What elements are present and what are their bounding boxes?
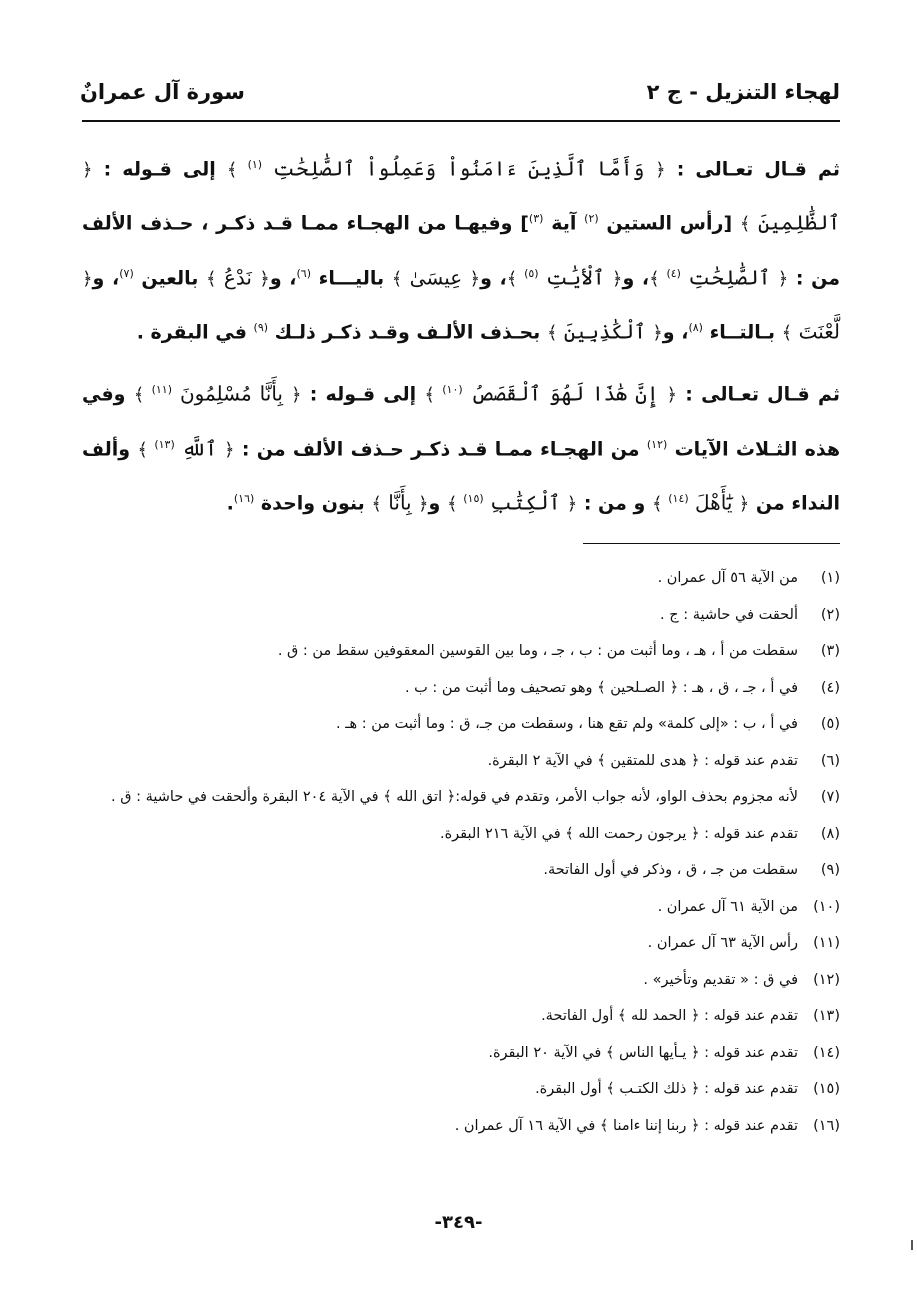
footnote-text: سقطت من أ ، هـ ، وما أثبت من : ب ، جـ ، وما بين القوسين المعقوفين سقط من : ق . (277, 643, 798, 659)
footnote-number: (١٤) (813, 1044, 840, 1061)
text-run: و من : (577, 492, 652, 515)
running-header (80, 70, 840, 114)
footnote-ref: (١٦) (233, 491, 255, 505)
footnote-ref: (١٥) (463, 491, 484, 505)
footnote-number: (٨) (820, 825, 840, 842)
footnote-text: سقطت من جـ ، ق ، وذكر في أول الفاتحة. (543, 862, 798, 878)
quran-quote: بِأَنَّا مُسْلِمُونَ (172, 381, 291, 406)
ornate-bracket: ﴾ (133, 384, 152, 406)
footnote-ref: (٥) (524, 266, 539, 280)
footnote-number: (٧) (820, 789, 840, 805)
ornate-bracket: ﴿ (566, 493, 578, 515)
footnote-ref: (١٢) (646, 437, 668, 451)
footnote-text: تقدم عند قوله : ﴿ يرجون رحمت الله ﴾ في الآية ٢١٦ البقرة. (439, 825, 798, 842)
footnote-ref: (٢) (584, 212, 599, 226)
page-number: -٣٤٩- (434, 1212, 483, 1233)
ornate-bracket: ﴾ (446, 493, 464, 515)
footnote-ref: (١٤) (668, 491, 689, 505)
text-run: ] وفيهـا من الهجـاء ممـا قـد ذكـر ، حـذف الألف من : (82, 212, 841, 289)
footnote-text: من الآية ٥٦ آل عمران . (657, 570, 798, 586)
paragraph-2 (82, 365, 840, 528)
footnote-ref: (٤) (666, 266, 681, 280)
footnote-item (80, 779, 840, 816)
footnote-item (80, 597, 840, 634)
footnotes (80, 560, 840, 1144)
ornate-bracket: ﴾ (205, 267, 217, 289)
footnote-text: رأس الآية ٦٣ آل عمران . (647, 935, 798, 951)
text-run: بالعين (133, 266, 206, 289)
footnote-item (80, 889, 840, 926)
ornate-bracket: ﴾ (424, 384, 443, 406)
text-run: و (428, 492, 447, 515)
ornate-bracket: ﴿ (738, 493, 750, 515)
footnote-rule (583, 543, 840, 544)
footnote-number: (٣) (820, 643, 840, 659)
quran-quote: ٱللَّهِ (174, 435, 224, 460)
footnote-item (80, 852, 840, 889)
book-title: لهجاء التنزيل - ج ٢ (646, 80, 840, 104)
quran-quote: يَٰٓأَهْلَ (688, 490, 739, 515)
footnote-item (80, 633, 840, 670)
footnote-text: في أ ، ب : «إلى كلمة» ولم تقع هنا ، وسقطت من جـ، ق : وما أثبت من : هـ . (336, 716, 798, 732)
footnote-item (80, 816, 840, 853)
footnote-number: (١٠) (813, 898, 840, 915)
ornate-bracket: ﴿ (777, 267, 789, 289)
footnote-item (80, 706, 840, 743)
footnote-number: (٤) (820, 679, 840, 696)
ornate-bracket: ﴿ (611, 267, 623, 289)
ornate-bracket: ﴾ (371, 493, 382, 515)
ornate-bracket: ﴾ (651, 493, 669, 515)
text-run: ثم قـال تعـالى : (677, 383, 840, 406)
quran-quote: ٱلْأيَٰتِ (538, 264, 612, 289)
footnote-ref: (٨) (688, 320, 703, 334)
text-run: ، و (622, 266, 650, 289)
header-rule (82, 120, 840, 122)
ornate-bracket: ﴿ (82, 159, 93, 181)
quran-quote: لَّعْنَتَ (792, 319, 840, 344)
quran-quote: عِيسَىٰ (402, 264, 470, 289)
ornate-bracket: ﴾ (506, 267, 525, 289)
ornate-bracket: ﴿ (469, 267, 481, 289)
text-run: بـالتــاء (702, 321, 782, 344)
ornate-bracket: ﴿ (82, 267, 93, 289)
ornate-bracket: ﴾ (391, 267, 403, 289)
quran-quote: ٱلْكَٰذِبِينَ (557, 319, 653, 344)
footnote-number: (١١) (813, 935, 840, 951)
text-run: ثم قـال تعـالى : (665, 158, 840, 181)
text-run: ، و (480, 266, 507, 289)
quran-quote: ٱلصَّٰلِحَٰتِ (680, 264, 778, 289)
footnote-ref: (٧) (119, 266, 134, 280)
text-run: بحـذف الألـف وقـد ذكـر ذلـك (268, 321, 547, 344)
footnote-item (80, 560, 840, 597)
footnote-number: (٩) (820, 862, 840, 878)
ornate-bracket: ﴿ (224, 438, 235, 460)
ornate-bracket: ﴿ (259, 267, 270, 289)
footnote-item (80, 670, 840, 707)
footnote-text: في ق : « تقديم وتأخير» . (643, 971, 798, 988)
ornate-bracket: ﴾ (649, 267, 667, 289)
footnote-ref: (١٣) (154, 437, 175, 451)
footnote-text: تقدم عند قوله : ﴿ يـأيها الناس ﴾ في الآية ٢٠ البقرة. (488, 1044, 798, 1061)
footnote-item (80, 998, 840, 1035)
ornate-bracket: ﴿ (652, 322, 663, 344)
quran-quote: إِنَّ هَٰذَا لَهُوَ ٱلْقَصَصُ (462, 381, 667, 406)
footnote-text: تقدم عند قوله : ﴿ ذلك الكتـب ﴾ أول البقرة. (535, 1081, 798, 1097)
footnote-number: (١٣) (813, 1008, 840, 1024)
footnote-number: (١) (820, 570, 840, 586)
text-run: وفي هذه الثـلاث الآيات (82, 383, 840, 460)
text-run: . (226, 492, 234, 515)
text-run: ، و (269, 266, 297, 289)
footnote-number: (١٢) (813, 971, 840, 988)
ornate-bracket: ﴾ (226, 159, 248, 181)
text-run: باليـــاء (311, 266, 392, 289)
footnote-text: تقدم عند قوله : ﴿ الحمد لله ﴾ أول الفاتحة. (541, 1008, 798, 1024)
footnote-number: (٥) (820, 716, 840, 732)
footnote-ref: (١٠) (442, 383, 463, 397)
footnote-ref: (٩) (253, 320, 269, 334)
ornate-bracket: ﴿ (290, 384, 302, 406)
ornate-bracket: ﴾ (546, 322, 558, 344)
text-run: في البقرة . (136, 321, 254, 344)
ornate-bracket: ﴾ (137, 438, 155, 460)
footnote-item (80, 1035, 840, 1072)
footnote-text: من الآية ٦١ آل عمران . (657, 898, 798, 915)
ornate-bracket: ﴿ (655, 159, 666, 181)
footnote-item (80, 925, 840, 962)
text-run: إلى قـوله : (301, 383, 425, 406)
main-text (82, 140, 840, 536)
quran-quote: ٱلْكِتَٰبِ (483, 490, 567, 515)
footnote-number: (٢) (820, 606, 840, 623)
edge-mark (911, 1240, 913, 1250)
ornate-bracket: ﴿ (666, 384, 678, 406)
footnote-text: في أ ، جـ ، ق ، هـ : ﴿ الصـلحين ﴾ وهو تصحيف وما أثبت من : ب . (404, 679, 798, 696)
footnote-number: (٦) (820, 752, 840, 769)
text-run: آية (543, 212, 585, 235)
footnote-item (80, 743, 840, 780)
footnote-item (80, 962, 840, 999)
paragraph-1 (82, 140, 840, 357)
footnote-ref: (٣) (528, 212, 544, 226)
footnote-item (80, 1071, 840, 1108)
footnote-ref: (٦) (296, 266, 312, 280)
footnote-number: (١٥) (813, 1081, 840, 1097)
quran-quote: وَأَمَّا ٱلَّذِينَ ءَامَنُواْ وَعَمِلُواْ ٱلصَّٰلِحَٰتِ (262, 156, 656, 181)
footnote-ref: (١) (247, 158, 263, 171)
footnote-text: تقدم عند قوله : ﴿ هدى للمتقين ﴾ في الآية ٢ البقرة. (487, 752, 798, 769)
footnote-text: لأنه مجزوم بحذف الواو، لأنه جواب الأمر، وتقدم في قوله:﴿ اتق الله ﴾ في الآية ٢٠٤ البقرة وألحقت في حاشية : ق . (111, 789, 798, 805)
quran-quote: ٱلظَّٰلِمِينَ (750, 210, 840, 235)
footnote-item (80, 1108, 840, 1145)
text-run: إلى قـوله : (92, 158, 227, 181)
surah-title: سورة آل عمرانٌ (80, 80, 245, 104)
ornate-bracket: ﴾ (739, 213, 751, 235)
text-run: ، و (662, 321, 689, 344)
text-run: بنون واحدة (254, 492, 372, 515)
footnote-ref: (١١) (151, 383, 172, 397)
text-run: ، و (92, 266, 120, 289)
quran-quote: نَدْعُ (216, 264, 260, 289)
text-run: من الهجـاء ممـا قـد ذكـر حـذف الألف من : (234, 437, 647, 460)
footnote-text: ألحقت في حاشية : ج . (660, 606, 798, 623)
quran-quote: بِأَنَّا (381, 490, 418, 515)
footnote-text: تقدم عند قوله : ﴿ ربنا إننا ءامنا ﴾ في الآية ١٦ آل عمران . (454, 1117, 798, 1134)
text-run: [رأس الستين (598, 212, 740, 235)
text-run: وألف النداء من (82, 437, 840, 515)
ornate-bracket: ﴿ (417, 493, 429, 515)
ornate-bracket: ﴾ (781, 322, 793, 344)
footnote-number: (١٦) (813, 1117, 840, 1134)
